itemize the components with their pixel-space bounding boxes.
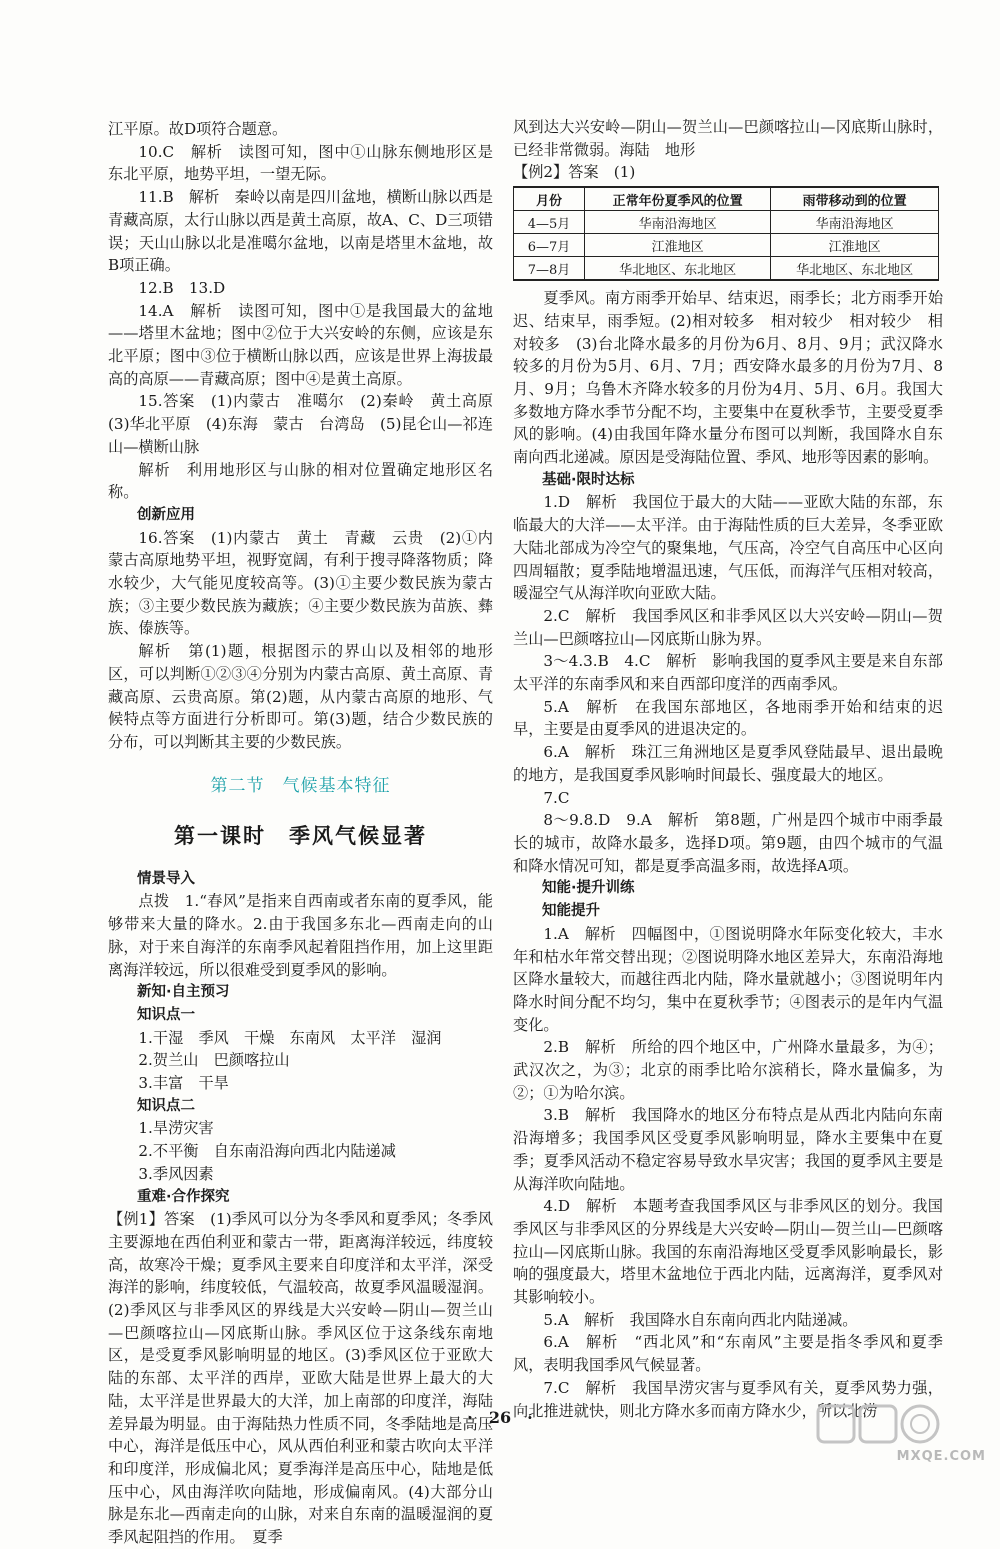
header-month: 月份 — [514, 187, 585, 211]
answer-line: 1.旱涝灾害 — [138, 1119, 214, 1138]
subsection-heading: 创新应用 — [137, 506, 195, 523]
answer-paragraph: 7.C 解析 我国旱涝灾害与夏季风有关，夏季风势力强，向北推进就快，则北方降水多而南方降水少，所以北涝 — [513, 1378, 943, 1420]
answer-stamp-logo-icon — [816, 1402, 976, 1446]
answer-paragraph: 3～4.3.B 4.C 解析 影响我国的夏季风主要是来自东部太平洋的东南季风和来自西部印度洋的西南季风。 — [513, 652, 943, 694]
subsection-heading: 知识点一 — [137, 1006, 195, 1023]
table-cell: 华北地区、东北地区 — [585, 257, 771, 281]
answer-paragraph: 8～9.8.D 9.A 解析 第8题，广州是四个城市中雨季最长的城市，故降水最多，选择D项。第9题，由四个城市的气温和降水情况可知，都是夏季高温多雨，故选择A项。 — [513, 811, 943, 875]
answer-paragraph: 15.答案 (1)内蒙古 准噶尔 (2)秦岭 黄土高原 (3)华北平原 (4)东海 蒙古 台湾岛 (5)昆仑山—祁连山—横断山脉 — [108, 392, 509, 456]
answer-paragraph: 4.D 解析 本题考查我国季风区与非季风区的划分。我国季风区与非季风区的分界线是大兴安岭—阴山—贺兰山—巴颜喀拉山—冈底斯山脉。我国的东南沿海地区受夏季风影响最长，影响的强度最大，塔里木盆地位于西北内陆，远离海洋，夏季风对其影响较小。 — [513, 1197, 943, 1307]
answer-paragraph: 5.A 解析 我国降水自东南向西北内陆递减。 — [543, 1310, 858, 1329]
table-cell: 江淮地区 — [585, 234, 771, 257]
answer-paragraph: 7.C — [543, 788, 570, 807]
table-cell: 华北地区、东北地区 — [771, 257, 939, 281]
section-title: 第二节 气候基本特征 — [210, 775, 391, 796]
table-cell: 6—7月 — [514, 234, 585, 257]
table-cell: 华南沿海地区 — [585, 211, 771, 234]
answer-line: 3.季风因素 — [138, 1164, 214, 1183]
answer-paragraph: 11.B 解析 秦岭以南是四川盆地，横断山脉以西是青藏高原，太行山脉以西是黄土高原，故A、C、D三项错误；天山山脉以北是准噶尔盆地，以南是塔里木盆地，故B项正确。 — [108, 188, 493, 275]
subsection-heading: 知识点二 — [137, 1097, 195, 1114]
table-cell: 华南沿海地区 — [771, 211, 939, 234]
watermark — [808, 1402, 988, 1466]
answer-line: 2.贺兰山 巴颜喀拉山 — [138, 1051, 290, 1070]
answer-paragraph: 2.C 解析 我国季风区和非季风区以大兴安岭—阴山—贺兰山—巴颜喀拉山—冈底斯山脉为界。 — [513, 606, 943, 648]
subsection-heading: 重难·合作探究 — [137, 1188, 230, 1205]
monsoon-rain-belt-table — [513, 186, 939, 281]
table-cell: 江淮地区 — [771, 234, 939, 257]
answer-paragraph: 1.D 解析 我国位于最大的大陆——亚欧大陆的东部，东临最大的大洋——太平洋。由于海陆性质的巨大差异，冬季亚欧大陆北部成为冷空气的聚集地，气压高，冷空气自高压中心区向四周辐散；夏季陆地增温迅速，气压低，而海洋气压相对较高，暖湿空气从海洋吹向亚欧大陆。 — [513, 493, 943, 603]
answer-paragraph: 解析 第(1)题，根据图示的界山以及相邻的地形区，可以判断①②③④分别为内蒙古高原、黄土高原、青藏高原、云贵高原。第(2)题，从内蒙古高原的地形、气候特点等方面进行分析即可。第(3)题，结合少数民族的分布，可以判断其主要的少数民族。 — [108, 642, 493, 751]
example1-continuation: 风到达大兴安岭—阴山—贺兰山—巴颜喀拉山—冈底斯山脉时，已经非常微弱。海陆 地形 — [513, 118, 943, 159]
answer-paragraph: 解析 利用地形区与山脉的相对位置确定地形区名称。 — [108, 460, 493, 502]
right-column — [513, 116, 943, 1422]
table-row — [514, 257, 939, 281]
answer-paragraph: 12.B 13.D — [138, 278, 226, 297]
answer-paragraph: 江平原。故D项符合题意。 — [108, 120, 288, 138]
page-number: · 26 · — [467, 1408, 533, 1427]
table-row — [514, 234, 939, 257]
answer-paragraph: 6.A 解析 “西北风”和“东南风”主要是指冬季风和夏季风，表明我国季风气候显著。 — [513, 1333, 943, 1375]
answer-paragraph: 6.A 解析 珠江三角洲地区是夏季风登陆最早、退出最晚的地方，是我国夏季风影响时间最长、强度最大的地区。 — [513, 743, 943, 784]
table-header-row — [514, 187, 939, 211]
answer-paragraph: 1.A 解析 四幅图中，①图说明降水年际变化较大，丰水年和枯水年常交替出现；②图说明降水地区差异大，东南沿海地区降水量较大，而越往西北内陆，降水量就越小；③图说明年内降水时间分配不均匀，集中在夏秋季节；④图表示的是年内气温变化。 — [513, 924, 943, 1034]
watermark-text: MXQE.COM — [896, 1449, 986, 1464]
header-rain-belt-position: 雨带移动到的位置 — [771, 187, 939, 211]
answer-line: 1.干湿 季风 干燥 东南风 太平洋 湿润 — [138, 1028, 442, 1047]
lesson-title: 第一课时 季风气候显著 — [174, 823, 427, 848]
answer-paragraph: 14.A 解析 读图可知，图中①是我国最大的盆地——塔里木盆地；图中②位于大兴安岭的东侧，应该是东北平原；图中③位于横断山脉以西，应该是世界上海拔最高的高原——青藏高原；图中④是黄土高原。 — [108, 301, 493, 388]
subsection-heading: 知能提升 — [542, 903, 600, 920]
answer-line: 2.不平衡 自东南沿海向西北内陆递减 — [138, 1142, 396, 1161]
subsection-heading: 新知·自主预习 — [137, 984, 230, 1001]
answer-paragraph: 【例1】答案 (1)季风可以分为冬季风和夏季风；冬季风主要源地在西伯利亚和蒙古一带，距离海洋较远，纬度较高，故寒冷干燥；夏季风主要来自印度洋和太平洋，深受海洋的影响，纬度较低，气温较高，故夏季风温暖湿润。(2)季风区与非季风区的界线是大兴安岭—阴山—贺兰山—巴颜喀拉山—冈底斯山脉。季风区位于这条线东南地区，是受夏季风影响明显的地区。(3)季风区位于亚欧大陆的东部、太平洋的西岸，亚欧大陆是世界上最大的大陆，太平洋是世界最大的大洋，加上南部的印度洋，海陆差异最为明显。由于海陆热力性质不同，冬季陆地是高压中心，海洋是低压中心，风从西伯利亚和蒙古吹向太平洋和印度洋，形成偏北风；夏季海洋是高压中心，陆地是低压中心，风由海洋吹向陆地，形成偏南风。(4)大部分山脉是东北—西南走向的山脉，对来自东南的温暖湿润的夏季风起阻挡的作用。 夏季 — [108, 1210, 493, 1547]
answer-paragraph: 点拨 1.“春风”是指来自西南或者东南的夏季风，能够带来大量的降水。2.由于我国多东北—西南走向的山脉，对于来自海洋的东南季风起着阻挡作用，加上这里距离海洋较远，所以很难受到夏季风的影响。 — [108, 892, 493, 979]
table-row — [514, 211, 939, 234]
subsection-heading: 情景导入 — [137, 870, 195, 887]
example2-answer-label: 【例2】答案 (1) — [513, 163, 636, 182]
header-monsoon-position: 正常年份夏季风的位置 — [585, 187, 771, 211]
answer-paragraph: 16.答案 (1)内蒙古 黄土 青藏 云贵 (2)①内蒙古高原地势平坦，视野宽阔，有利于搜寻降落物质；降水较少，大气能见度较高等。(3)①主要少数民族为蒙古族；③主要少数民族为藏族；④主要少数民族为苗族、彝族、傣族等。 — [108, 528, 493, 638]
subsection-heading: 知能·提升训练 — [542, 880, 635, 897]
answer-paragraph: 2.B 解析 所给的四个地区中，广州降水量最多，为④；武汉次之，为③；北京的雨季比哈尔滨稍长，降水量偏多，为②；①为哈尔滨。 — [513, 1038, 943, 1102]
table-cell: 7—8月 — [514, 257, 585, 281]
answer-paragraph: 5.A 解析 在我国东部地区，各地雨季开始和结束的迟早，主要是由夏季风的进退决定的。 — [513, 697, 943, 739]
right-column-flow — [513, 287, 943, 1422]
answer-paragraph: 3.B 解析 我国降水的地区分布特点是从西北内陆向东南沿海增多；我国季风区受夏季风影响明显，降水主要集中在夏季；夏季风活动不稳定容易导致水旱灾害；我国的夏季风主要是从海洋吹向陆地。 — [513, 1106, 943, 1193]
answer-line: 3.丰富 干旱 — [138, 1074, 229, 1093]
table-cell: 4—5月 — [514, 211, 585, 234]
subsection-heading: 基础·限时达标 — [542, 471, 635, 488]
answer-paragraph: 10.C 解析 读图可知，图中①山脉东侧地形区是东北平原，地势平坦，一望无际。 — [108, 142, 493, 184]
answer-paragraph: 夏季风。南方雨季开始早、结束迟，雨季长；北方雨季开始迟、结束早，雨季短。(2)相对较多 相对较少 相对较少 相对较多 (3)台北降水最多的月份为6月、8月、9月；武汉降水较多的月份为5月、6月、7月；西安降水最多的月份为7月、8月、9月；乌鲁木齐降水较多的月份为4月、5月、6月。我国大多数地方降水季节分配不均，主要集中在夏秋季节，主要受夏季风的影响。(4)由我国年降水量分布图可以判断，我国降水自东南向西北递减。原因是受海陆位置、季风、地形等因素的影响。 — [513, 289, 943, 467]
